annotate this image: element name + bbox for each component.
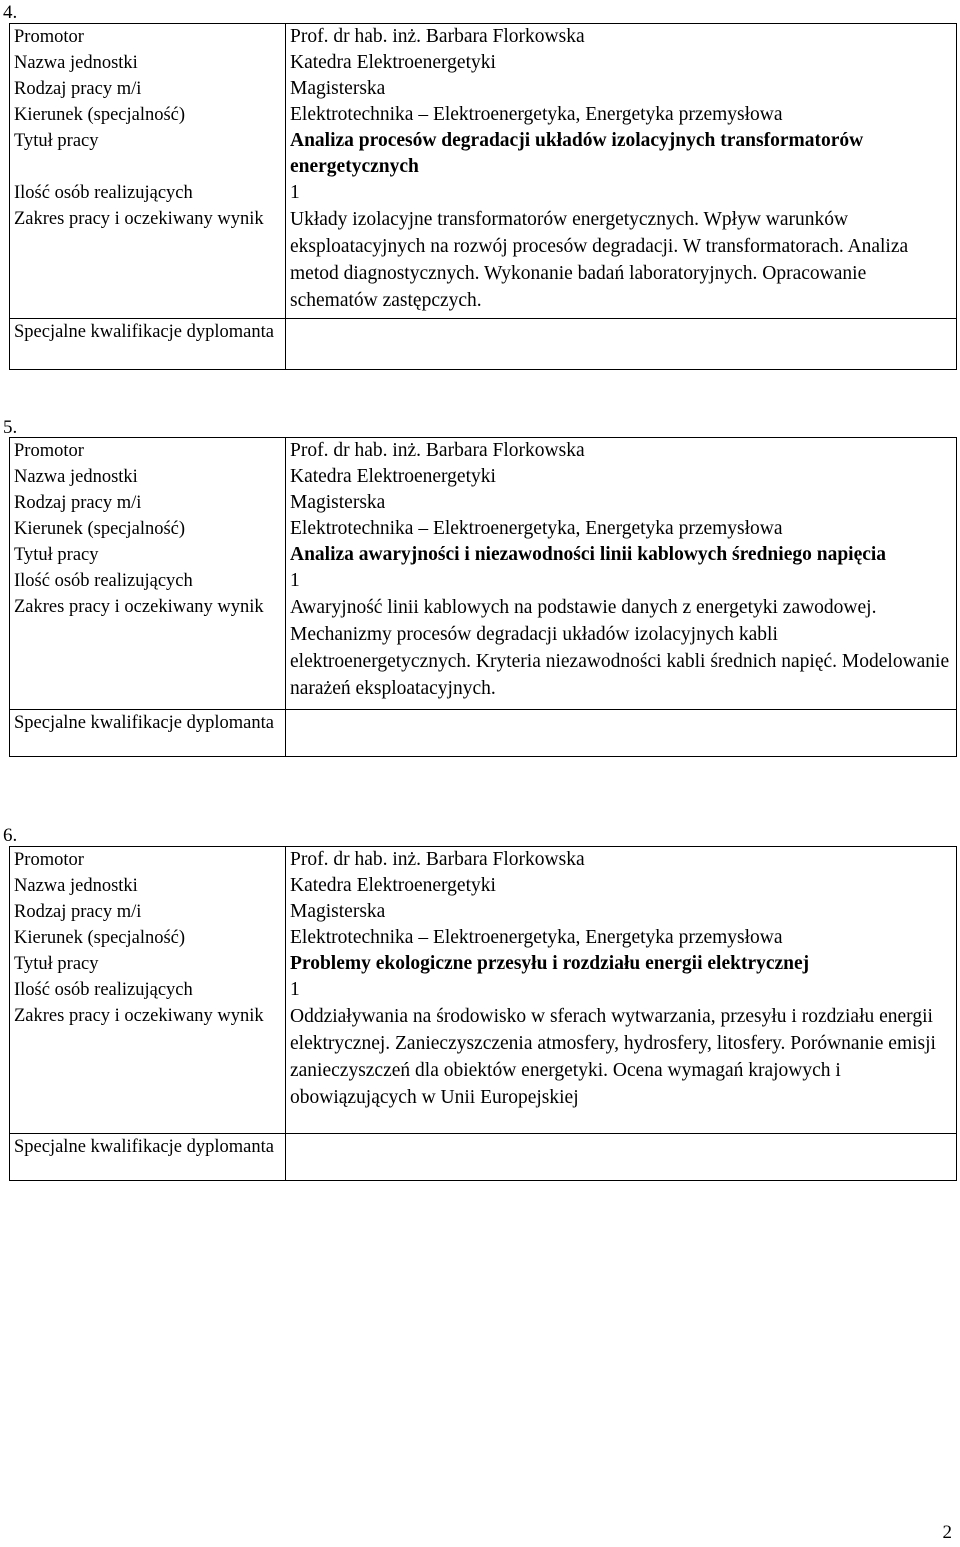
label-persons: Ilość osób realizujących <box>10 180 286 206</box>
value-scope: Układy izolacyjne transformatorów energetycznych. Wpływ warunków eksploatacyjnych na rozwój procesów degradacji. W transformatorach. Analiza metod diagnostycznych. Wykonanie badań laboratoryjnych. Opracowanie schematów zastępczych. <box>286 206 957 319</box>
value-type: Magisterska <box>286 899 957 925</box>
label-title: Tytuł pracy <box>10 951 286 977</box>
label-scope: Zakres pracy i oczekiwany wynik <box>10 1003 286 1134</box>
row-qualifications <box>10 319 957 370</box>
entry-number: 5. <box>3 417 18 438</box>
value-promotor: Prof. dr hab. inż. Barbara Florkowska <box>286 847 957 874</box>
label-direction: Kierunek (specjalność) <box>10 516 286 542</box>
value-title: Analiza procesów degradacji układów izolacyjnych transformatorów energetycznych <box>286 128 957 180</box>
value-direction: Elektrotechnika – Elektroenergetyka, Energetyka przemysłowa <box>286 925 957 951</box>
entry-number: 6. <box>3 825 18 846</box>
value-qualifications <box>286 710 957 757</box>
row-unit <box>10 464 957 490</box>
row-qualifications <box>10 1134 957 1181</box>
row-persons <box>10 977 957 1003</box>
label-unit: Nazwa jednostki <box>10 873 286 899</box>
row-direction <box>10 925 957 951</box>
row-scope <box>10 594 957 710</box>
row-type <box>10 76 957 102</box>
row-title <box>10 951 957 977</box>
value-type: Magisterska <box>286 76 957 102</box>
row-persons <box>10 180 957 206</box>
value-persons: 1 <box>286 977 957 1003</box>
value-persons: 1 <box>286 180 957 206</box>
label-persons: Ilość osób realizujących <box>10 568 286 594</box>
label-scope: Zakres pracy i oczekiwany wynik <box>10 594 286 710</box>
label-qualifications: Specjalne kwalifikacje dyplomanta <box>10 319 286 370</box>
label-unit: Nazwa jednostki <box>10 464 286 490</box>
row-title <box>10 542 957 568</box>
row-scope <box>10 206 957 319</box>
thesis-entry-table <box>9 846 957 1181</box>
value-promotor: Prof. dr hab. inż. Barbara Florkowska <box>286 438 957 465</box>
row-scope <box>10 1003 957 1134</box>
thesis-entry-table <box>9 23 957 370</box>
value-title: Problemy ekologiczne przesyłu i rozdziału energii elektrycznej <box>286 951 957 977</box>
page-number: 2 <box>942 1522 952 1543</box>
value-qualifications <box>286 1134 957 1181</box>
label-promotor: Promotor <box>10 438 286 465</box>
value-unit: Katedra Elektroenergetyki <box>286 50 957 76</box>
row-type <box>10 490 957 516</box>
entry-number: 4. <box>3 2 18 23</box>
value-scope: Oddziaływania na środowisko w sferach wytwarzania, przesyłu i rozdziału energii elektrycznej. Zanieczyszczenia atmosfery, hydrosfery, litosfery. Porównanie emisji zanieczyszczeń dla obiektów energetyki. Ocena wymagań krajowych i obowiązujących w Unii Europejskiej <box>286 1003 957 1134</box>
value-unit: Katedra Elektroenergetyki <box>286 464 957 490</box>
row-persons <box>10 568 957 594</box>
label-promotor: Promotor <box>10 24 286 51</box>
label-title: Tytuł pracy <box>10 128 286 180</box>
value-scope: Awaryjność linii kablowych na podstawie danych z energetyki zawodowej. Mechanizmy procesów degradacji układów izolacyjnych kabli elektroenergetycznych. Kryteria niezawodności kabli średnich napięć. Modelowanie narażeń eksploatacyjnych. <box>286 594 957 710</box>
value-direction: Elektrotechnika – Elektroenergetyka, Energetyka przemysłowa <box>286 516 957 542</box>
value-type: Magisterska <box>286 490 957 516</box>
value-persons: 1 <box>286 568 957 594</box>
row-direction <box>10 102 957 128</box>
value-title: Analiza awaryjności i niezawodności linii kablowych średniego napięcia <box>286 542 957 568</box>
row-promotor <box>10 847 957 874</box>
label-qualifications: Specjalne kwalifikacje dyplomanta <box>10 710 286 757</box>
label-type: Rodzaj pracy m/i <box>10 490 286 516</box>
value-promotor: Prof. dr hab. inż. Barbara Florkowska <box>286 24 957 51</box>
value-unit: Katedra Elektroenergetyki <box>286 873 957 899</box>
row-promotor <box>10 24 957 51</box>
row-unit <box>10 50 957 76</box>
value-qualifications <box>286 319 957 370</box>
label-qualifications: Specjalne kwalifikacje dyplomanta <box>10 1134 286 1181</box>
label-direction: Kierunek (specjalność) <box>10 102 286 128</box>
label-type: Rodzaj pracy m/i <box>10 76 286 102</box>
row-unit <box>10 873 957 899</box>
value-direction: Elektrotechnika – Elektroenergetyka, Energetyka przemysłowa <box>286 102 957 128</box>
thesis-entry-table <box>9 437 957 757</box>
label-persons: Ilość osób realizujących <box>10 977 286 1003</box>
row-direction <box>10 516 957 542</box>
label-type: Rodzaj pracy m/i <box>10 899 286 925</box>
label-scope: Zakres pracy i oczekiwany wynik <box>10 206 286 319</box>
label-promotor: Promotor <box>10 847 286 874</box>
row-promotor <box>10 438 957 465</box>
row-title <box>10 128 957 180</box>
row-qualifications <box>10 710 957 757</box>
label-direction: Kierunek (specjalność) <box>10 925 286 951</box>
label-title: Tytuł pracy <box>10 542 286 568</box>
row-type <box>10 899 957 925</box>
label-unit: Nazwa jednostki <box>10 50 286 76</box>
